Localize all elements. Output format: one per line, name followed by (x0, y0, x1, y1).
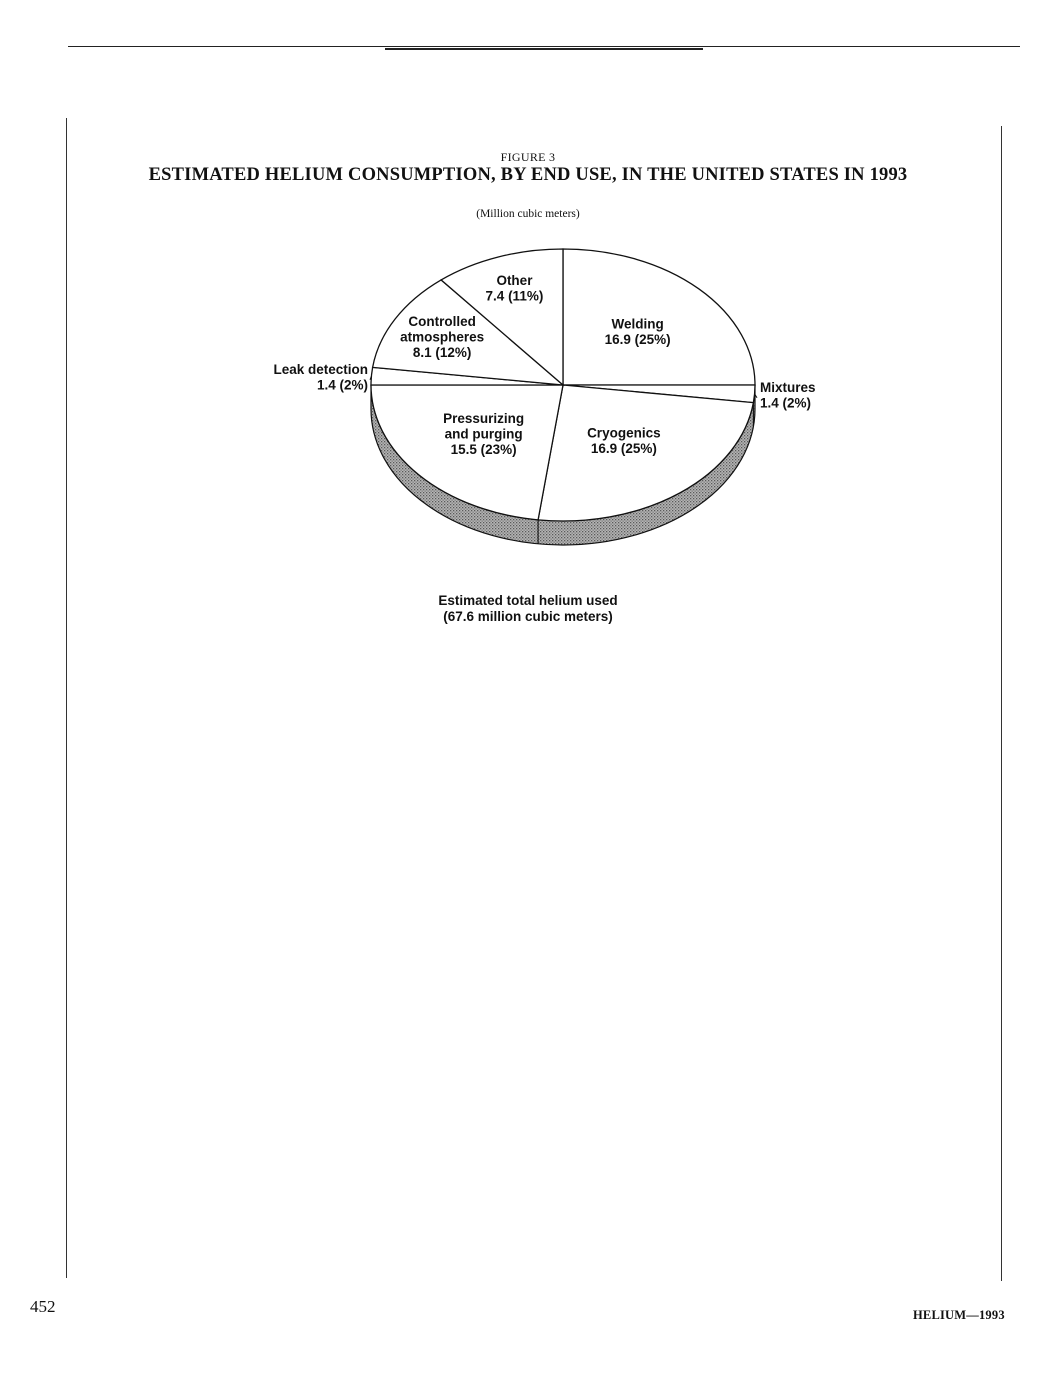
pie-label-line: Pressurizing (443, 410, 525, 426)
pie-label-line: Controlled (408, 313, 476, 329)
running-head: HELIUM—1993 (913, 1308, 1005, 1322)
pie-label-pressurizing-and-purging (443, 411, 524, 457)
pie-label-line: Other (496, 273, 533, 289)
pie-label-line: 16.9 (25%) (590, 440, 657, 456)
pie-label-line: 1.4 (2%) (316, 377, 368, 393)
page-number: 452 (30, 1297, 56, 1316)
pie-label-line: 7.4 (11%) (485, 288, 544, 304)
total-note (0, 593, 1056, 625)
pie-label-line: atmospheres (400, 329, 485, 345)
pie-label-line: Mixtures (760, 380, 816, 395)
total-note-line1: Estimated total helium used (438, 593, 618, 608)
pie-label-line: 1.4 (2%) (760, 395, 812, 411)
pie-label-line: Cryogenics (587, 425, 661, 441)
pie-label-line: Leak detection (273, 362, 368, 377)
pie-label-line: 15.5 (23%) (450, 441, 517, 457)
pie-label-line: 16.9 (25%) (604, 331, 671, 347)
figure-label: FIGURE 3 (500, 150, 556, 164)
pie-label-cryogenics (587, 425, 661, 456)
pie-label-welding (605, 316, 671, 347)
total-note-line2: (67.6 million cubic meters) (443, 609, 613, 624)
pie-label-line: 8.1 (12%) (412, 344, 472, 360)
pie-label-line: and purging (444, 426, 523, 442)
pie-slices (371, 249, 755, 521)
chart-title: ESTIMATED HELIUM CONSUMPTION, BY END USE, IN THE UNITED STATES IN 1993 (148, 165, 908, 185)
pie-label-line: Welding (611, 316, 664, 332)
chart-units: (Million cubic meters) (476, 208, 580, 220)
pie-label-leak-detection (273, 362, 368, 393)
pie-label-mixtures (760, 380, 816, 411)
